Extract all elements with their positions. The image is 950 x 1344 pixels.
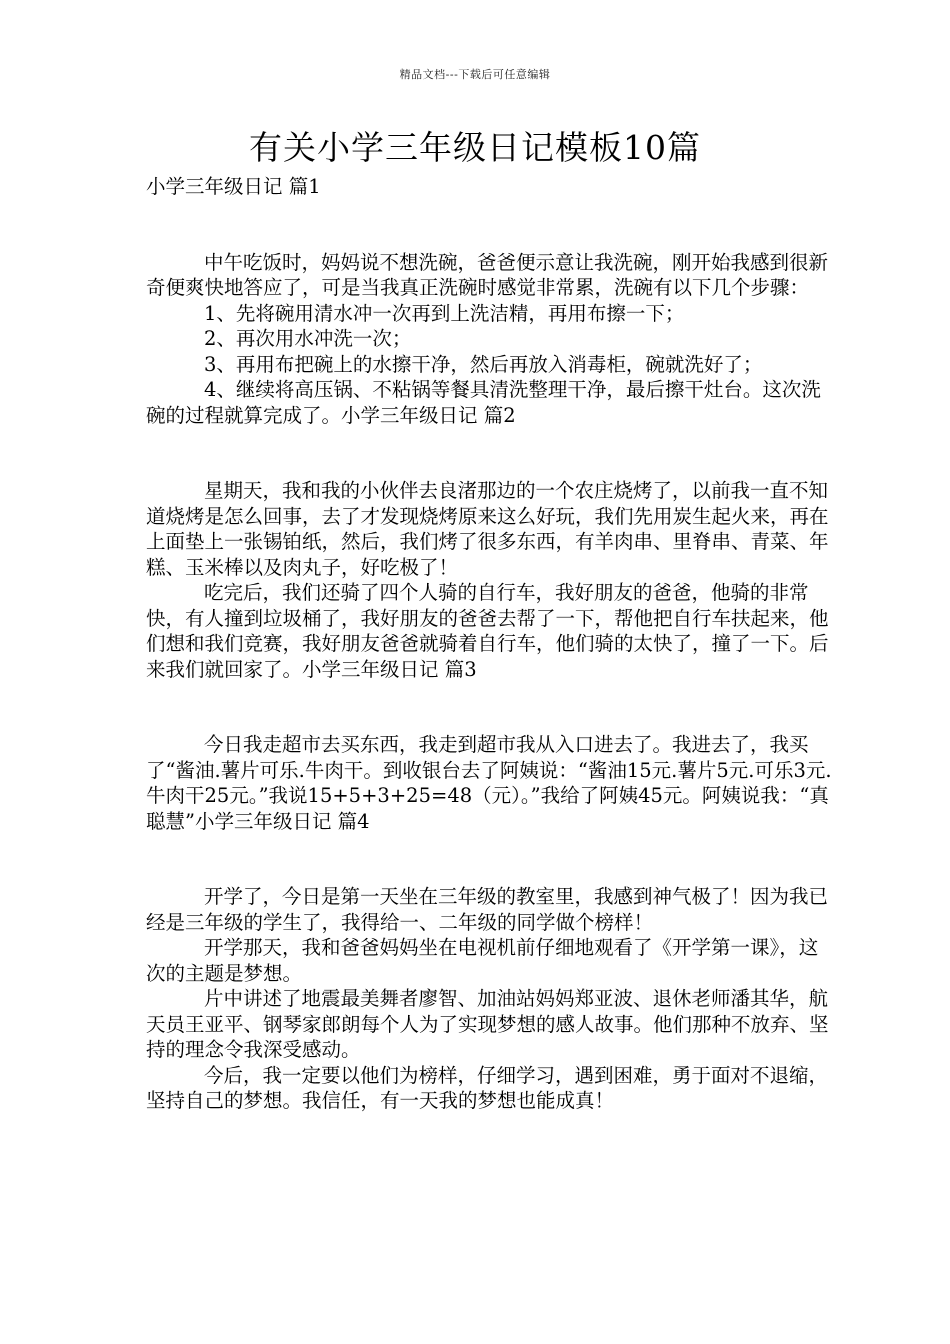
section-heading-1: 小学三年级日记 篇1 xyxy=(146,175,321,198)
paragraph-text: 4、继续将高压锅、不粘锅等餐具清洗整理干净，最后擦干灶台。这次洗碗的过程就算完成了。 xyxy=(146,378,821,427)
paragraph: 今后，我一定要以他们为榜样，仔细学习，遇到困难，勇于面对不退缩，坚持自己的梦想。我信任，有一天我的梦想也能成真！ xyxy=(146,1063,829,1112)
document-title: 有关小学三年级日记模板10篇 xyxy=(249,128,701,167)
paragraph: 2、再次用水冲洗一次； xyxy=(204,327,412,350)
paragraph: 星期天，我和我的小伙伴去良渚那边的一个农庄烧烤了，以前我一直不知道烧烤是怎么回事，去了才发现烧烤原来这么好玩，我们先用炭生起火来，再在上面垫上一张锡铂纸，然后，我们烤了很多东西，有羊肉串、里脊串、青菜、年糕、玉米棒以及肉丸子，好吃极了！ xyxy=(146,479,829,579)
paragraph xyxy=(146,732,836,834)
paragraph xyxy=(146,377,836,428)
document-body xyxy=(146,174,836,1114)
section-spacer xyxy=(146,200,836,250)
paragraph: 中午吃饭时，妈妈说不想洗碗，爸爸便示意让我洗碗，刚开始我感到很新奇便爽快地答应了，可是当我真正洗碗时感觉非常累，洗碗有以下几个步骤： xyxy=(146,250,829,299)
section-spacer xyxy=(146,834,836,884)
paragraph: 3、再用布把碗上的水擦干净，然后再放入消毒柜，碗就洗好了； xyxy=(204,352,763,376)
paragraph: 1、先将碗用清水冲一次再到上洗洁精，再用布擦一下； xyxy=(204,301,685,325)
section-spacer xyxy=(146,428,836,478)
page-header: 精品文档---下载后可任意编辑 xyxy=(399,68,551,81)
section-spacer xyxy=(146,682,836,732)
paragraph-text: 吃完后，我们还骑了四个人骑的自行车，我好朋友的爸爸，他骑的非常快，有人撞到垃圾桶了，我好朋友的爸爸去帮了一下，帮他把自行车扶起来，他们想和我们竞赛，我好朋友爸爸就骑着自行车，他们骑的太快了，撞了一下。后来我们就回家了。 xyxy=(146,581,829,681)
paragraph: 片中讲述了地震最美舞者廖智、加油站妈妈郑亚波、退休老师潘其华，航天员王亚平、钢琴家郎朗每个人为了实现梦想的感人故事。他们那种不放弃、坚持的理念令我深受感动。 xyxy=(146,987,829,1061)
paragraph: 开学那天，我和爸爸妈妈坐在电视机前仔细地观看了《开学第一课》，这次的主题是梦想。 xyxy=(146,936,819,985)
paragraph xyxy=(146,580,836,682)
section-heading-2: 小学三年级日记 篇2 xyxy=(341,403,516,427)
section-heading-4: 小学三年级日记 篇4 xyxy=(194,809,370,833)
paragraph: 开学了，今日是第一天坐在三年级的教室里，我感到神气极了！因为我已经是三年级的学生了，我得给一、二年级的同学做个榜样！ xyxy=(146,885,829,934)
paragraph-text: 今日我走超市去买东西，我走到超市我从入口进去了。我进去了，我买了“酱油.薯片可乐.牛肉干。到收银台去了阿姨说：“酱油15元.薯片5元.可乐3元.牛肉干25元。”我说15+5+3+25=48（元）。”我给了阿姨45元。阿姨说我：“真聪慧” xyxy=(146,733,832,833)
section-heading-3: 小学三年级日记 篇3 xyxy=(302,657,477,681)
